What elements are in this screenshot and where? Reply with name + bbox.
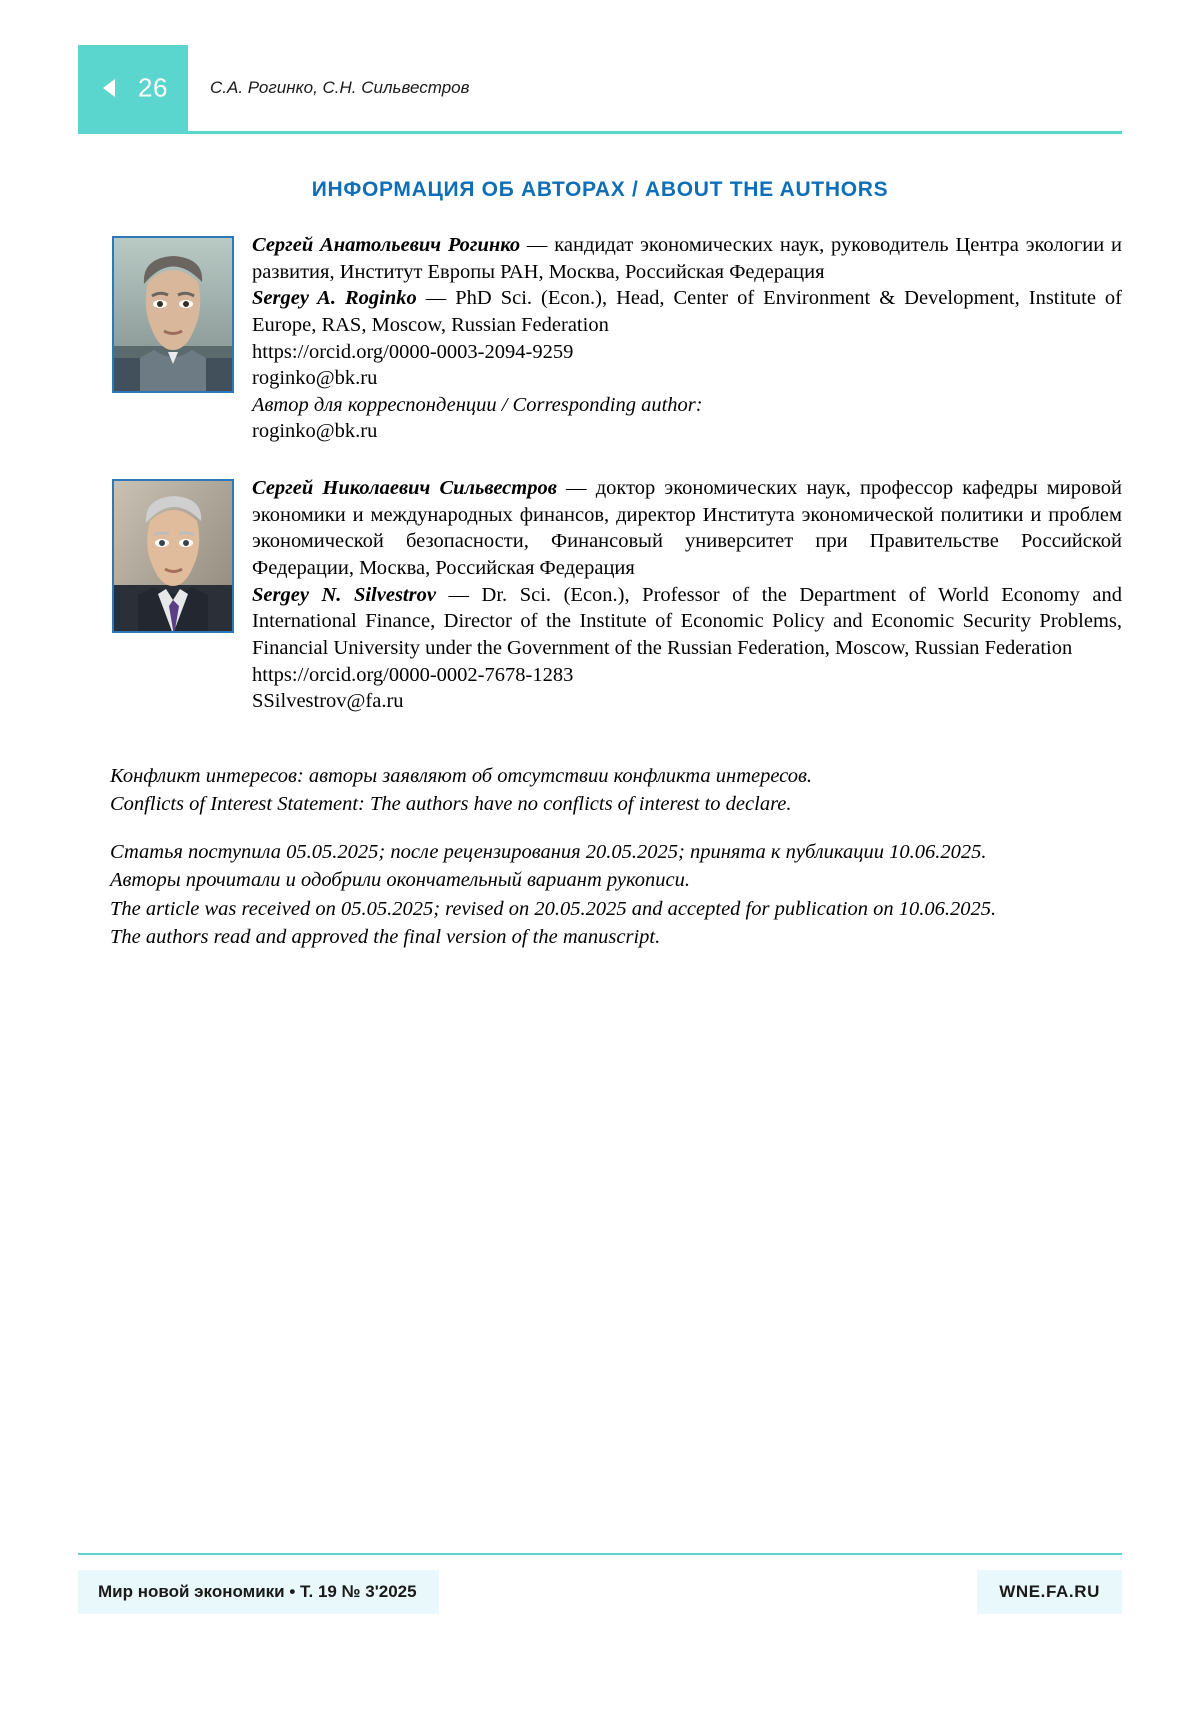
page-number-band (78, 45, 188, 131)
footer-divider (78, 1553, 1122, 1555)
author-name-en: Sergey A. Roginko (252, 287, 417, 310)
author-name-en: Sergey N. Silvestrov (252, 583, 436, 606)
author-bio (252, 475, 1122, 715)
author-entry (112, 475, 1122, 715)
author-orcid-link[interactable]: https://orcid.org/0000-0002-7678-1283 (252, 663, 574, 686)
author-affiliation-ru: — доктор экономических наук, профессор кафедры мировой экономики и международных финансов, директор Института экономической политики и проблем экономической безопасности, Финансовый университет при Правительстве Российской Федерации, Москва, Российская Федерация (252, 477, 1122, 580)
author-name-ru: Сергей Николаевич Сильвестров (252, 477, 557, 500)
author-bio-en (252, 285, 1122, 338)
author-affiliation-en: — PhD Sci. (Econ.), Head, Center of Environment & Development, Institute of Europe, RAS, Moscow, Russian Federation (252, 287, 1123, 336)
page-number: 26 (138, 72, 168, 103)
conflict-of-interest-statement (110, 762, 1122, 819)
author-bio-en (252, 582, 1122, 662)
portrait-image (114, 481, 232, 631)
authors-section (112, 232, 1122, 745)
corresponding-author-email[interactable]: roginko@bk.ru (252, 420, 378, 443)
page-title: ИНФОРМАЦИЯ ОБ АВТОРАХ / ABOUT THE AUTHORS (311, 178, 889, 201)
author-entry (112, 232, 1122, 445)
author-name-ru: Сергей Анатольевич Рогинко (252, 234, 521, 256)
author-affiliation-en: — Dr. Sci. (Econ.), Professor of the Department of World Economy and International Finance, Director of the Institute of Economic Policy and Economic Security Problems, Financial University under the Government of the Russian Federation, Moscow, Russian Federation (252, 583, 1122, 659)
avatar (112, 236, 234, 393)
portrait-image (114, 238, 232, 391)
dates-en: The article was received on 05.05.2025; revised on 20.05.2025 and accepted for publication on 10.06.2025. (110, 897, 997, 920)
author-bio-ru (252, 232, 1122, 285)
header-divider (78, 131, 1122, 134)
author-affiliation-ru: — кандидат экономических наук, руководитель Центра экологии и развития, Институт Европы РАН, Москва, Российская Федерация (252, 234, 1122, 283)
avatar (112, 479, 234, 633)
footer-website[interactable]: WNE.FA.RU (977, 1570, 1122, 1614)
author-bio (252, 232, 1122, 445)
triangle-left-icon (103, 79, 115, 97)
running-head-authors: С.А. Рогинко, С.Н. Сильвестров (210, 78, 470, 97)
approval-ru: Авторы прочитали и одобрили окончательный вариант рукописи. (110, 869, 690, 892)
footer-journal-info: Мир новой экономики • Т. 19 № 3'2025 (78, 1570, 439, 1614)
author-bio-ru (252, 475, 1122, 582)
dates-ru: Статья поступила 05.05.2025; после рецензирования 20.05.2025; принята к публикации 10.06.2025. (110, 841, 987, 863)
conflict-en: Conflicts of Interest Statement: The authors have no conflicts of interest to declare. (110, 793, 792, 816)
corresponding-author-label: Автор для корреспонденции / Corresponding author: (252, 393, 703, 416)
conflict-ru: Конфликт интересов: авторы заявляют об отсутствии конфликта интересов. (110, 765, 813, 787)
approval-en: The authors read and approved the final version of the manuscript. (110, 925, 661, 948)
author-orcid-link[interactable]: https://orcid.org/0000-0003-2094-9259 (252, 340, 574, 363)
author-email-link[interactable]: SSilvestrov@fa.ru (252, 690, 404, 713)
page-header (0, 45, 1200, 131)
submission-dates-statement (110, 838, 1122, 951)
author-email-link[interactable]: roginko@bk.ru (252, 367, 378, 390)
